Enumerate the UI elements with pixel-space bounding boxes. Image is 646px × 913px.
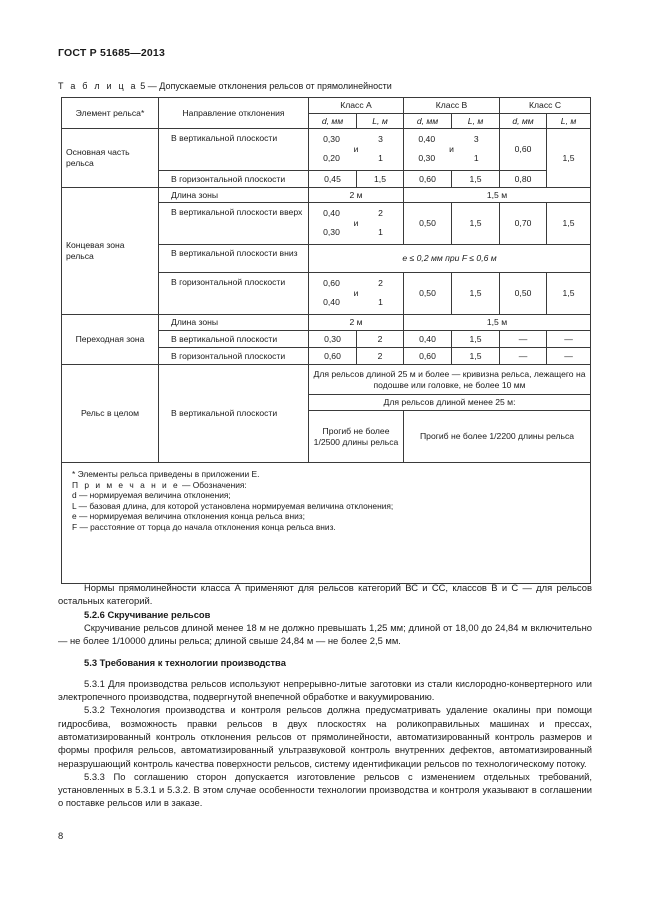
main-horiz-a-l: 1,5	[357, 171, 404, 188]
end-up-b-d: 0,50	[404, 203, 452, 245]
trans-horiz-b-l: 1,5	[452, 348, 500, 365]
header-class-a: Класс А	[309, 98, 404, 114]
paragraph-5-3-1: 5.3.1 Для производства рельсов используют непрерывно-литые заготовки из стали кислородно-конвертерного или электропечного производства, подвергнутой внепечной обработке и вакуумированию.	[58, 677, 592, 703]
direction-vertical: В вертикальной плоскости	[159, 365, 309, 463]
main-c-l: 1,5	[547, 129, 591, 188]
header-class-c: Класс С	[500, 98, 591, 114]
table-caption	[58, 81, 392, 91]
end-horiz-class-a: 0,60 2 и 0,40 1	[309, 273, 404, 315]
heading-5-3: 5.3 Требования к технологии производства	[84, 657, 286, 669]
trans-horiz-c-d: —	[500, 348, 547, 365]
header-a-d: d, мм	[309, 114, 357, 129]
direction-vertical-down: В вертикальной плоскости вниз	[159, 245, 309, 273]
element-end: Концевая зона рельса	[62, 188, 159, 315]
end-up-b-l: 1,5	[452, 203, 500, 245]
note-e: e — нормируемая величина отклонения конца рельса вниз;	[72, 511, 305, 521]
end-horiz-b-l: 1,5	[452, 273, 500, 315]
header-class-b: Класс В	[404, 98, 500, 114]
whole-class-a: Прогиб не более 1/2500 длины рельса	[309, 411, 404, 463]
trans-zone-a: 2 м	[309, 315, 404, 331]
end-horiz-c-l: 1,5	[547, 273, 591, 315]
header-element: Элемент рельса*	[62, 98, 159, 129]
page-number: 8	[58, 830, 64, 841]
trans-vert-a-l: 2	[357, 331, 404, 348]
element-whole: Рельс в целом	[62, 365, 159, 463]
zone-length-label: Длина зоны	[159, 188, 309, 203]
main-vert-class-a: 0,30 3 и 0,20 1	[309, 129, 404, 171]
trans-horiz-a-l: 2	[357, 348, 404, 365]
trans-horiz-a-d: 0,60	[309, 348, 357, 365]
trans-vert-c-l: —	[547, 331, 591, 348]
whole-class-bc: Прогиб не более 1/2200 длины рельса	[404, 411, 591, 463]
trans-vert-c-d: —	[500, 331, 547, 348]
heading-5-2-6: 5.2.6 Скручивание рельсов	[84, 608, 211, 620]
direction-vertical: В вертикальной плоскости	[159, 129, 309, 171]
header-direction: Направление отклонения	[159, 98, 309, 129]
end-up-class-a: 0,40 2 и 0,30 1	[309, 203, 404, 245]
main-horiz-c-d: 0,80	[500, 171, 547, 188]
main-vert-class-b: 0,40 3 и 0,30 1	[404, 129, 500, 171]
element-main: Основная часть рельса	[62, 129, 159, 188]
footnote: * Элементы рельса приведены в приложении Е.	[72, 469, 260, 479]
header-c-d: d, мм	[500, 114, 547, 129]
whole-long-rule: Для рельсов длиной 25 м и более — кривизна рельса, лежащего на подошве или головке, не более 10 мм	[309, 365, 591, 395]
direction-horizontal: В горизонтальной плоскости	[159, 273, 309, 315]
direction-horizontal: В горизонтальной плоскости	[159, 348, 309, 365]
document-id: ГОСТ Р 51685—2013	[58, 47, 166, 59]
direction-vertical-up: В вертикальной плоскости вверх	[159, 203, 309, 245]
paragraph-5-3-3: 5.3.3 По соглашению сторон допускается изготовление рельсов с изменением отдельных требований, установленных в 5.3.1 и 5.3.2. В этом случае особенности технологии производства и контроля указывают в соглашении о поставке рельсов или в заказе.	[58, 770, 592, 809]
main-horiz-b-l: 1,5	[452, 171, 500, 188]
paragraph-class-norms: Нормы прямолинейности класса А применяют для рельсов категорий ВС и СС, классов В и С — для рельсов остальных категорий.	[58, 582, 592, 607]
end-horiz-b-d: 0,50	[404, 273, 452, 315]
trans-horiz-b-d: 0,60	[404, 348, 452, 365]
direction-vertical: В вертикальной плоскости	[159, 331, 309, 348]
header-a-l: L, м	[357, 114, 404, 129]
note-l: L — базовая длина, для которой установлена нормируемая величина отклонения;	[72, 500, 394, 511]
end-zone-a: 2 м	[309, 188, 404, 203]
header-c-l: L, м	[547, 114, 591, 129]
trans-zone-bc: 1,5 м	[404, 315, 591, 331]
deviation-table	[61, 97, 591, 584]
main-vert-c-d: 0,60	[500, 129, 547, 171]
table-notes	[62, 463, 591, 584]
end-zone-bc: 1,5 м	[404, 188, 591, 203]
main-horiz-a-d: 0,45	[309, 171, 357, 188]
note-f: F — расстояние от торца до начала отклонения конца рельса вниз.	[72, 521, 336, 532]
note-heading: П р и м е ч а н и е — Обозначения:	[72, 479, 247, 490]
trans-horiz-c-l: —	[547, 348, 591, 365]
body-text	[58, 581, 592, 810]
header-b-d: d, мм	[404, 114, 452, 129]
end-horiz-c-d: 0,50	[500, 273, 547, 315]
end-up-c-l: 1,5	[547, 203, 591, 245]
table-caption-title: — Допускаемые отклонения рельсов от прямолинейности	[147, 81, 392, 91]
element-transition: Переходная зона	[62, 315, 159, 365]
header-b-l: L, м	[452, 114, 500, 129]
paragraph-twisting: Скручивание рельсов длиной менее 18 м не должно превышать 1,25 мм; длиной от 18,00 до 24,84 м включительно — не более 1/10000 длины рельса; длиной свыше 24,84 м — не более 2,5 мм.	[58, 621, 592, 647]
table-caption-number: 5	[140, 81, 146, 91]
note-d: d — нормируемая величина отклонения;	[72, 490, 231, 500]
end-down-value: e ≤ 0,2 мм при F ≤ 0,6 м	[309, 245, 591, 273]
trans-vert-a-d: 0,30	[309, 331, 357, 348]
whole-short-rule: Для рельсов длиной менее 25 м:	[309, 395, 591, 411]
trans-vert-b-d: 0,40	[404, 331, 452, 348]
end-up-c-d: 0,70	[500, 203, 547, 245]
paragraph-5-3-2: 5.3.2 Технология производства и контроля рельсов должна предусматривать удаление окалины при помощи гидросбива, возможность правки рельсов в двух плоскостях на роликоправильных машинах и прессах, автоматизированный контроль отклонения рельсов от прямолинейности, автоматизированный контроль размеров и формы профиля рельсов, автоматизированный ультразвуковой контроль внутренних дефектов, автоматизированный неразрушающий контроль качества поверхности рельсов, систему идентификации рельсов по технологическому потоку.	[58, 704, 592, 769]
main-horiz-b-d: 0,60	[404, 171, 452, 188]
table-caption-label: Т а б л и ц а	[58, 81, 138, 91]
direction-horizontal: В горизонтальной плоскости	[159, 171, 309, 188]
zone-length-label: Длина зоны	[159, 315, 309, 331]
trans-vert-b-l: 1,5	[452, 331, 500, 348]
